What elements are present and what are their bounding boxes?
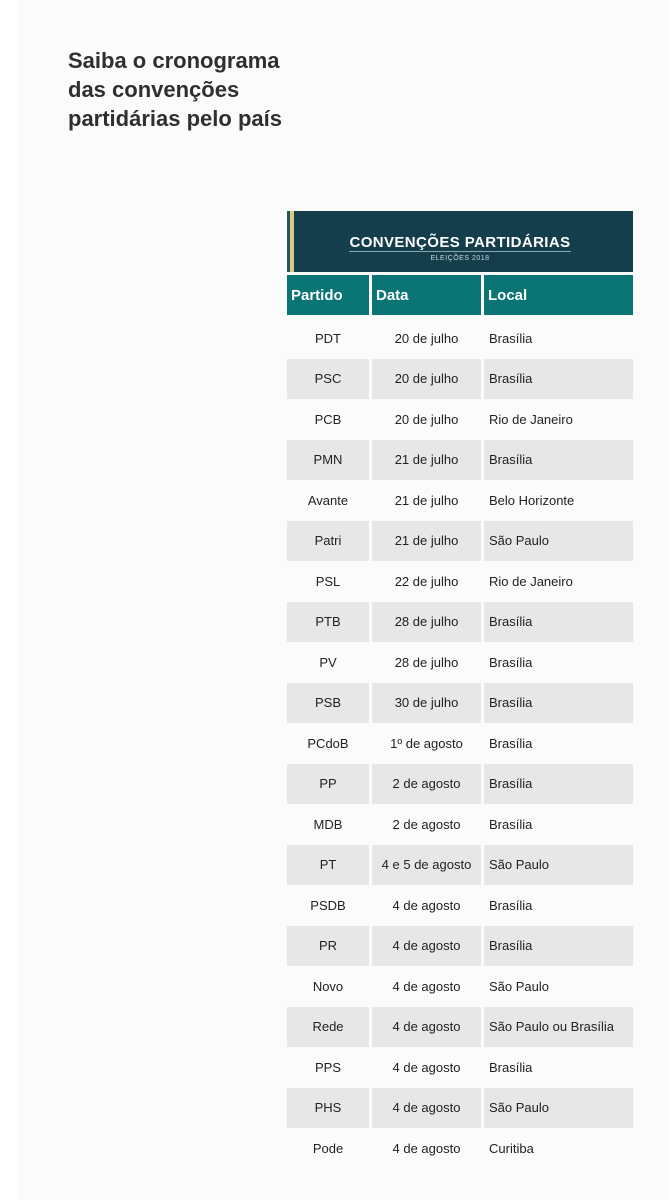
cell-partido: PMN (287, 440, 369, 481)
table-row (287, 966, 633, 1007)
table-row (287, 561, 633, 602)
cell-local: Brasília (489, 654, 533, 670)
cell-data: 4 de agosto (392, 897, 461, 913)
cell-partido: PSC (287, 359, 369, 400)
cell-local: Brasília (484, 926, 633, 967)
table-row (287, 683, 633, 724)
table-row (287, 318, 633, 359)
cell-local: São Paulo (484, 521, 633, 562)
cell-data: 4 de agosto (392, 978, 461, 994)
cell-local: São Paulo ou Brasília (484, 1007, 633, 1048)
cell-data: 4 de agosto (372, 926, 481, 967)
cell-partido: PPS (314, 1059, 341, 1075)
cell-local: Brasília (484, 683, 633, 724)
cell-partido: PCdoB (307, 735, 349, 751)
cell-partido: PDT (315, 330, 341, 346)
header-local: Local (484, 275, 633, 315)
conventions-table (287, 211, 633, 1169)
cell-local: Brasília (484, 764, 633, 805)
cell-data: 4 e 5 de agosto (372, 845, 481, 886)
cell-data: 20 de julho (372, 359, 481, 400)
cell-local: Belo Horizonte (489, 492, 575, 508)
header-partido: Partido (287, 275, 369, 315)
cell-local: Brasília (484, 440, 633, 481)
table-row (287, 480, 633, 521)
cell-partido: PCB (314, 411, 342, 427)
cell-partido: PP (287, 764, 369, 805)
cell-partido: Patri (287, 521, 369, 562)
table-body (287, 318, 633, 1169)
page-title (68, 46, 368, 133)
cell-data: 2 de agosto (392, 816, 461, 832)
cell-local: Brasília (489, 330, 533, 346)
cell-data: 4 de agosto (372, 1007, 481, 1048)
table-row (287, 764, 633, 805)
cell-local: São Paulo (484, 1088, 633, 1129)
cell-data: 1º de agosto (390, 735, 463, 751)
table-row (287, 642, 633, 683)
table-row (287, 723, 633, 764)
cell-local: Brasília (489, 1059, 533, 1075)
cell-partido: Avante (307, 492, 349, 508)
header-data: Data (372, 275, 481, 315)
cell-partido: PSDB (310, 897, 346, 913)
cell-local: São Paulo (484, 845, 633, 886)
cell-data: 4 de agosto (392, 1059, 461, 1075)
cell-data: 22 de julho (394, 573, 459, 589)
cell-local: Brasília (489, 735, 533, 751)
cell-data: 28 de julho (394, 654, 459, 670)
cell-local: Rio de Janeiro (489, 411, 573, 427)
cell-local: Brasília (489, 816, 533, 832)
cell-local: Brasília (484, 602, 633, 643)
cell-data: 21 de julho (372, 440, 481, 481)
cell-data: 30 de julho (372, 683, 481, 724)
cell-local: Rio de Janeiro (489, 573, 573, 589)
table-row (287, 845, 633, 886)
table-row (287, 1007, 633, 1048)
cell-partido: PHS (287, 1088, 369, 1129)
cell-partido: MDB (313, 816, 343, 832)
table-row (287, 1047, 633, 1088)
table-row (287, 1088, 633, 1129)
cell-partido: Novo (312, 978, 344, 994)
cell-data: 20 de julho (394, 330, 459, 346)
table-banner (287, 211, 633, 272)
table-row (287, 359, 633, 400)
cell-partido: PT (287, 845, 369, 886)
table-row (287, 521, 633, 562)
cell-data: 4 de agosto (372, 1088, 481, 1129)
cell-local: São Paulo (489, 978, 549, 994)
table-header (287, 275, 633, 315)
cell-partido: PV (319, 654, 337, 670)
cell-partido: PSB (287, 683, 369, 724)
cell-local: Curitiba (489, 1140, 534, 1156)
cell-data: 2 de agosto (372, 764, 481, 805)
table-row (287, 602, 633, 643)
cell-data: 28 de julho (372, 602, 481, 643)
table-row (287, 1128, 633, 1169)
cell-local: Brasília (489, 897, 533, 913)
cell-partido: Pode (312, 1140, 344, 1156)
page-title-line: Saiba o cronograma (68, 48, 280, 73)
table-row (287, 885, 633, 926)
page-title-line: das convenções (68, 77, 240, 102)
cell-partido: Rede (287, 1007, 369, 1048)
cell-partido: PSL (315, 573, 341, 589)
page-title-line: partidárias pelo país (68, 106, 282, 131)
cell-partido: PR (287, 926, 369, 967)
cell-partido: PTB (287, 602, 369, 643)
banner-title: CONVENÇÕES PARTIDÁRIAS (349, 234, 571, 251)
banner-subtitle: ELEIÇÕES 2018 (430, 255, 490, 262)
cell-data: 20 de julho (394, 411, 459, 427)
table-row (287, 440, 633, 481)
table-row (287, 399, 633, 440)
cell-data: 21 de julho (394, 492, 459, 508)
table-row (287, 804, 633, 845)
cell-data: 21 de julho (372, 521, 481, 562)
table-row (287, 926, 633, 967)
cell-local: Brasília (484, 359, 633, 400)
cell-data: 4 de agosto (392, 1140, 461, 1156)
